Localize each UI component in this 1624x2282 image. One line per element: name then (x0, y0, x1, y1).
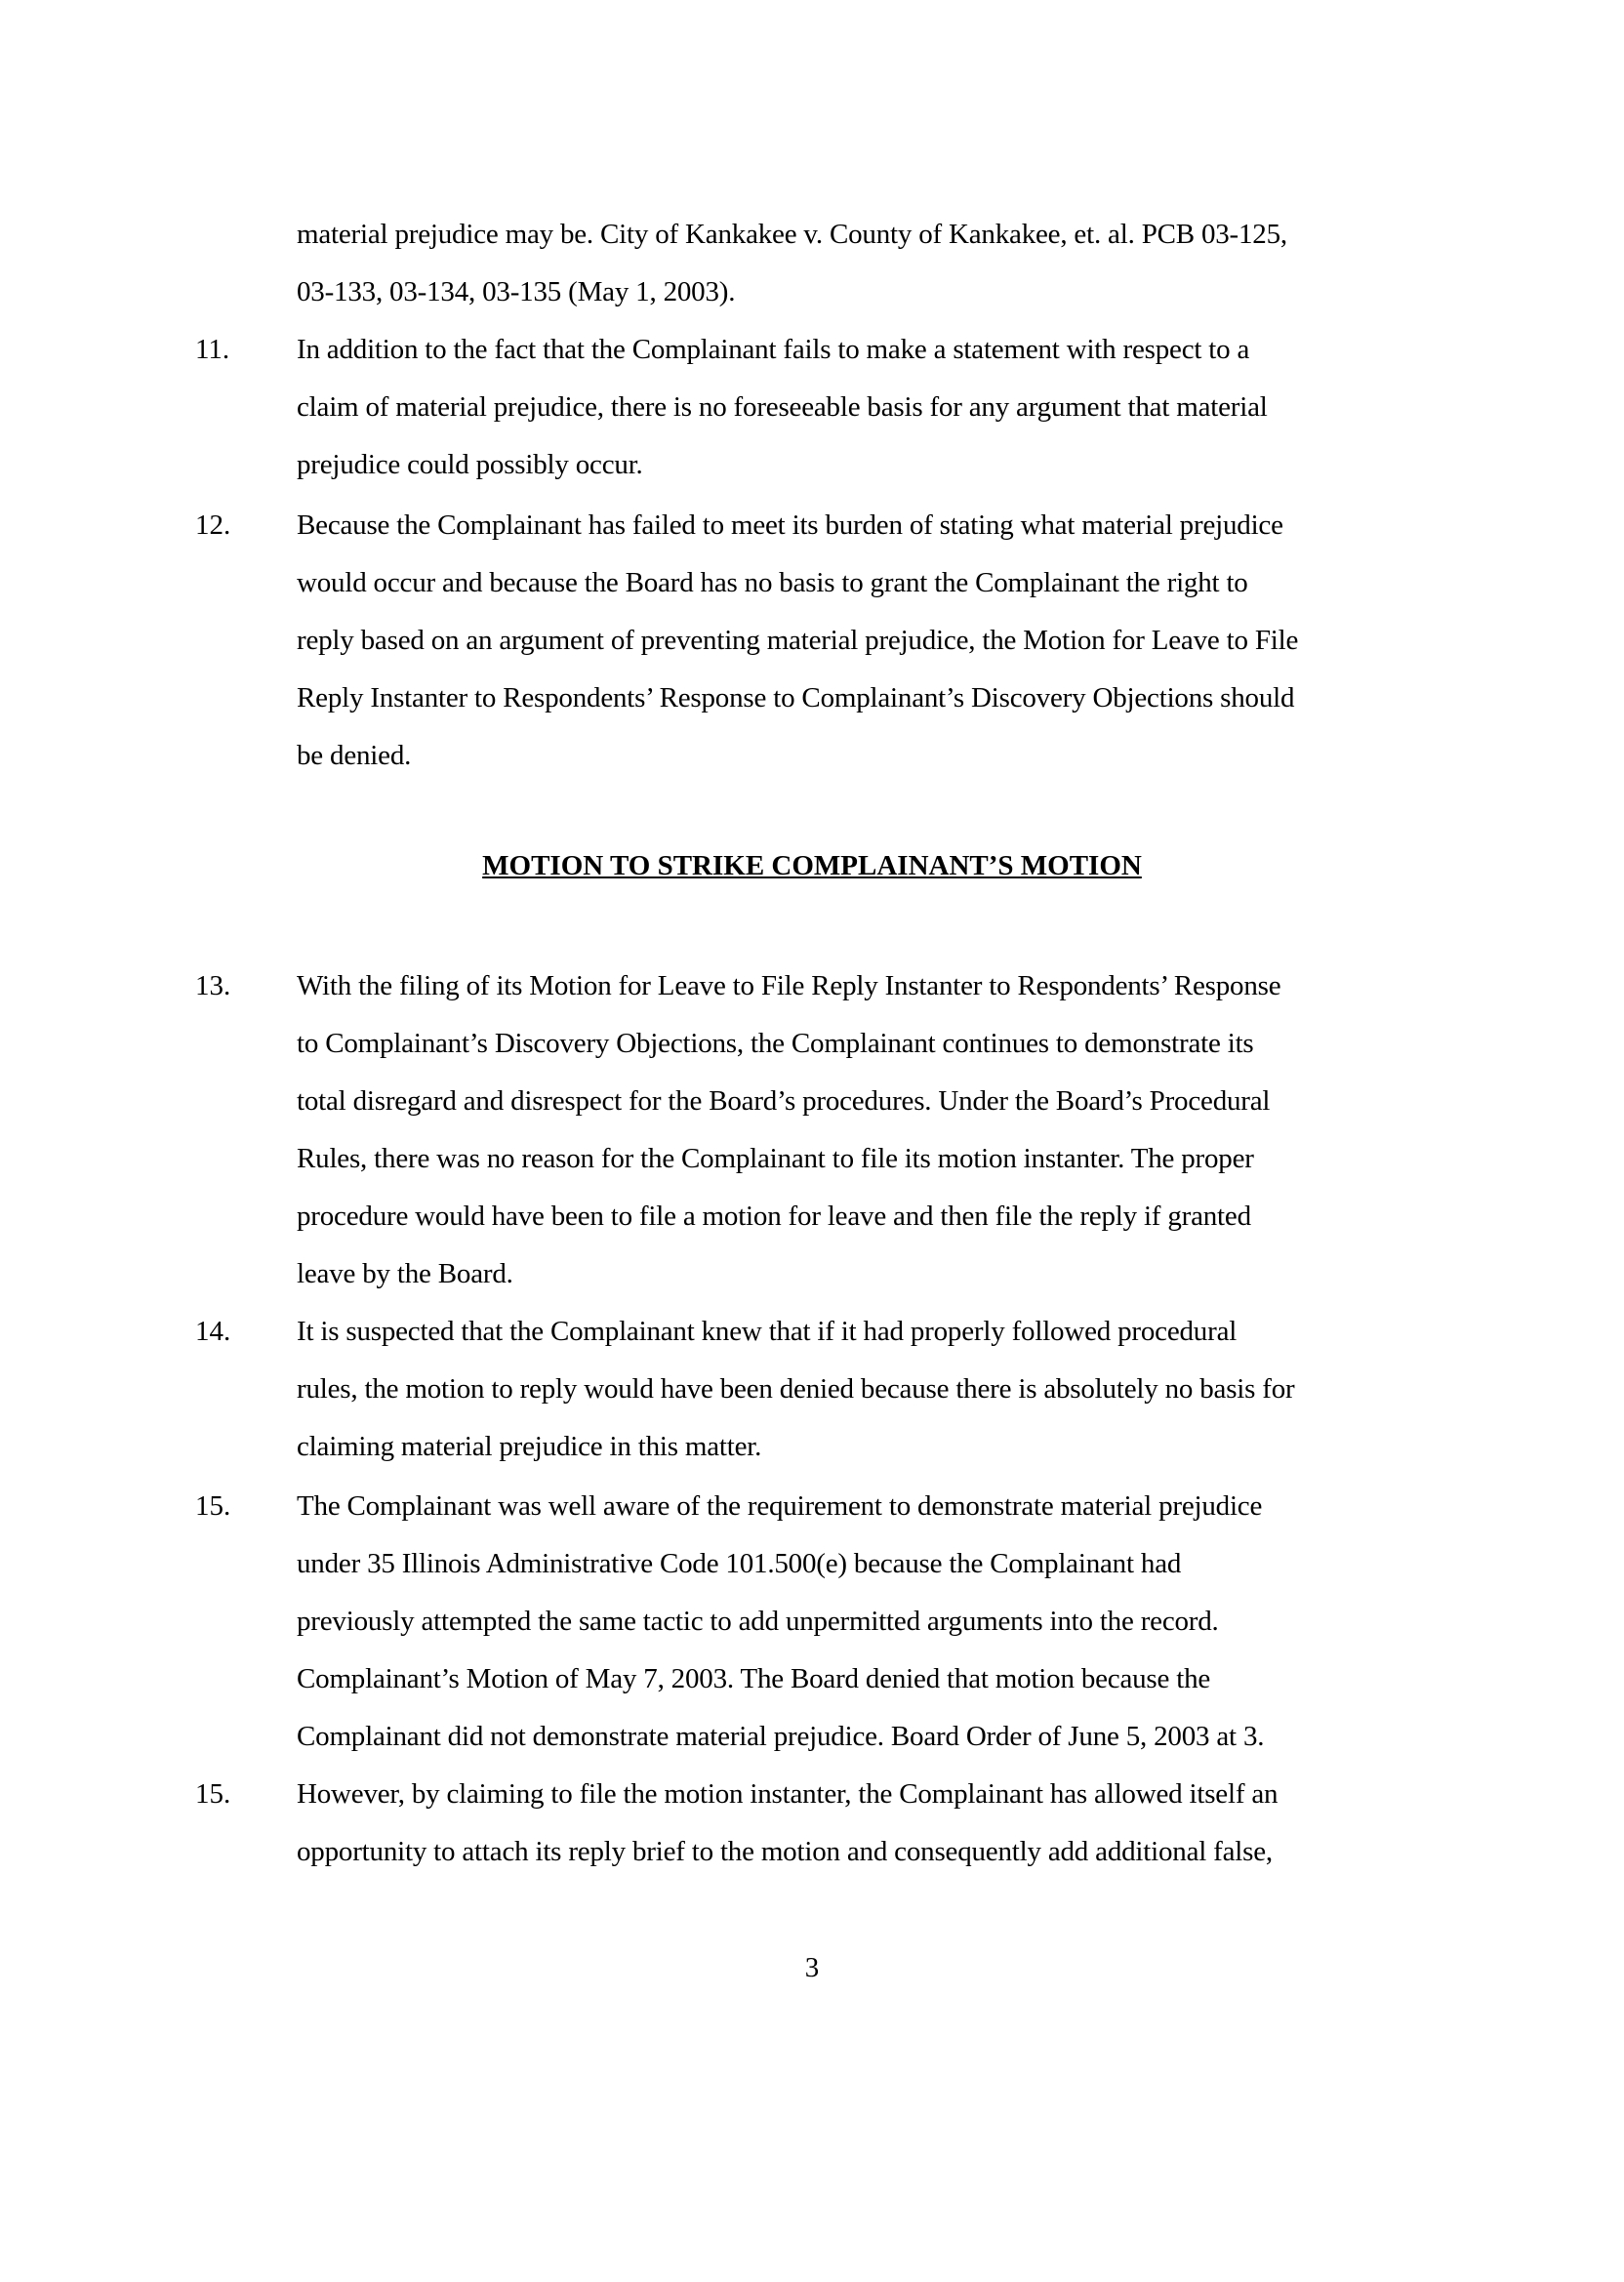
text-line: leave by the Board. (297, 1258, 513, 1289)
text-line: opportunity to attach its reply brief to the motion and consequently add additional false, (297, 1836, 1273, 1867)
text-line: Reply Instanter to Respondents’ Response to Complainant’s Discovery Objections should (297, 682, 1295, 713)
paragraph-number: 12. (195, 509, 231, 541)
text-line: claiming material prejudice in this matter. (297, 1431, 762, 1462)
text-line: would occur and because the Board has no basis to grant the Complainant the right to (297, 567, 1248, 598)
text-line: under 35 Illinois Administrative Code 101.500(e) because the Complainant had (297, 1548, 1182, 1579)
text-line: previously attempted the same tactic to add unpermitted arguments into the record. (297, 1606, 1219, 1637)
text-line: Rules, there was no reason for the Complainant to file its motion instanter. The proper (297, 1143, 1254, 1174)
paragraph-number: 11. (195, 334, 230, 365)
text-line: to Complainant’s Discovery Objections, the Complainant continues to demonstrate its (297, 1028, 1254, 1059)
text-line: be denied. (297, 740, 412, 771)
text-line: With the filing of its Motion for Leave to File Reply Instanter to Respondents’ Response (297, 970, 1281, 1001)
text-line: reply based on an argument of preventing material prejudice, the Motion for Leave to File (297, 625, 1299, 656)
text-line: In addition to the fact that the Complainant fails to make a statement with respect to a (297, 334, 1250, 365)
paragraph-number: 13. (195, 970, 231, 1001)
text-line: prejudice could possibly occur. (297, 449, 643, 480)
text-line: The Complainant was well aware of the requirement to demonstrate material prejudice (297, 1490, 1263, 1522)
text-line: total disregard and disrespect for the Board’s procedures. Under the Board’s Procedural (297, 1085, 1271, 1117)
text-line: However, by claiming to file the motion instanter, the Complainant has allowed itself an (297, 1778, 1279, 1810)
text-line: Complainant’s Motion of May 7, 2003. The Board denied that motion because the (297, 1663, 1211, 1694)
paragraph-number: 15. (195, 1778, 231, 1810)
text-line: procedure would have been to file a motion for leave and then file the reply if granted (297, 1201, 1251, 1232)
text-line: It is suspected that the Complainant knew that if it had properly followed procedural (297, 1316, 1238, 1347)
text-line: Complainant did not demonstrate material prejudice. Board Order of June 5, 2003 at 3. (297, 1721, 1265, 1752)
paragraph-number: 15. (195, 1490, 231, 1522)
section-heading: MOTION TO STRIKE COMPLAINANT’S MOTION (482, 850, 1142, 881)
text-line: 03-133, 03-134, 03-135 (May 1, 2003). (297, 276, 736, 307)
text-line: rules, the motion to reply would have been denied because there is absolutely no basis for (297, 1373, 1295, 1405)
paragraph-number: 14. (195, 1316, 231, 1347)
page-number: 3 (804, 1952, 820, 1983)
text-line: claim of material prejudice, there is no foreseeable basis for any argument that material (297, 391, 1268, 423)
text-line: Because the Complainant has failed to meet its burden of stating what material prejudice (297, 509, 1283, 541)
text-line: material prejudice may be. City of Kankakee v. County of Kankakee, et. al. PCB 03-125, (297, 219, 1287, 250)
